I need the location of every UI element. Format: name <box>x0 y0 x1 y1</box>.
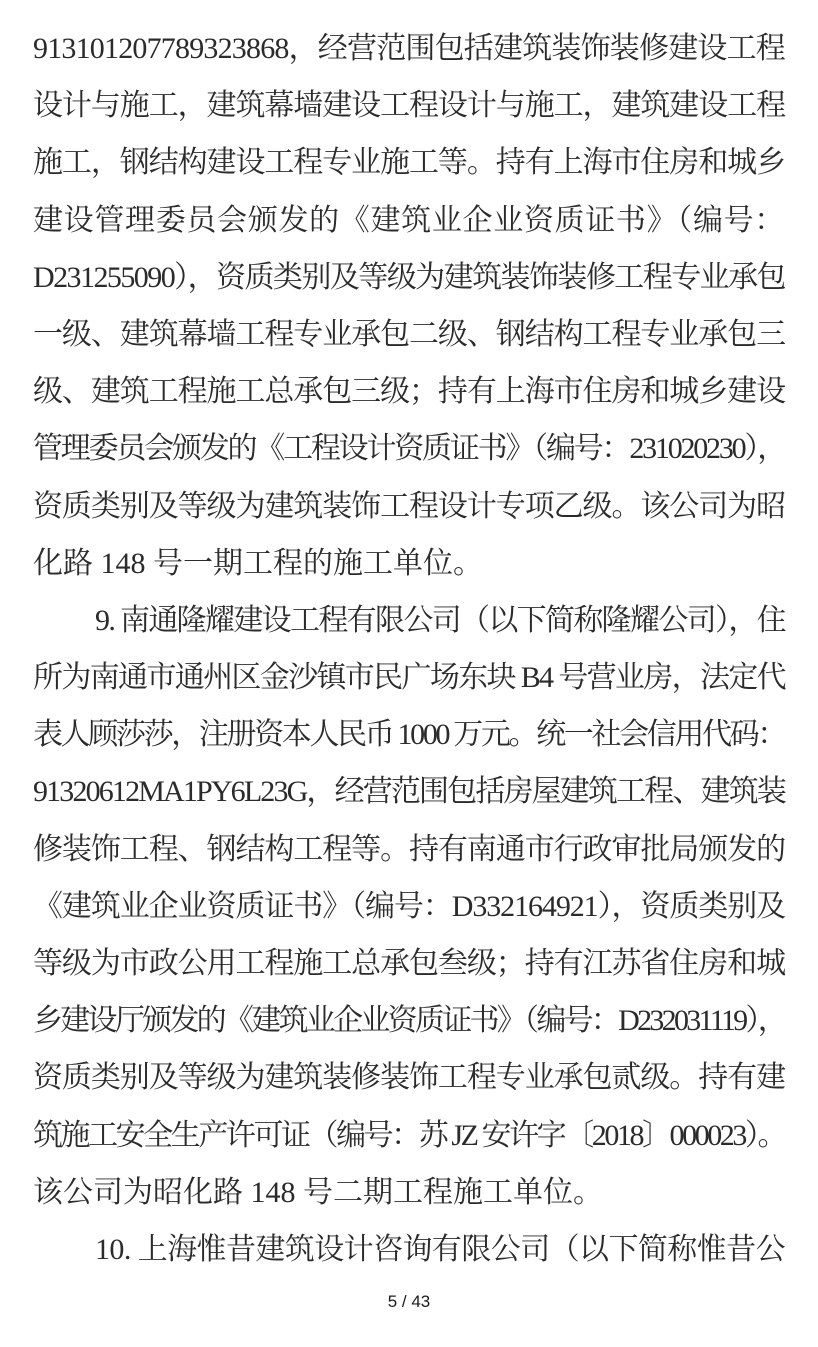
text-line-content: 施工，钢结构建设工程专业施工等。持有上海市住房和城乡 <box>33 146 785 180</box>
text-line <box>33 20 785 77</box>
text-line-content: 筑施工安全生产许可证（编号：苏 JZ 安许字〔2018〕000023）。 <box>33 1118 785 1152</box>
text-line <box>33 478 785 535</box>
text-line <box>33 1107 785 1164</box>
text-line-content: 该公司为昭化路 148 号二期工程施工单位。 <box>33 1175 603 1209</box>
text-line <box>33 1049 785 1106</box>
text-line <box>33 878 785 935</box>
text-line-content: 管理委员会颁发的《工程设计资质证书》（编号：231020230）， <box>33 432 785 466</box>
text-line-content: 所为南通市通州区金沙镇市民广场东块 B4 号营业房，法定代 <box>33 661 785 695</box>
text-line-content: 《建筑业企业资质证书》（编号：D332164921），资质类别及 <box>33 889 785 923</box>
text-line-content: 等级为市政公用工程施工总承包叁级；持有江苏省住房和城 <box>33 947 785 980</box>
document-body <box>33 20 785 1278</box>
text-line <box>33 306 785 363</box>
text-line-content: 设计与施工，建筑幕墙建设工程设计与施工，建筑建设工程 <box>33 89 785 123</box>
text-line <box>33 77 785 134</box>
text-line-content: 91320612MA1PY6L23G，经营范围包括房屋建筑工程、建筑装 <box>33 775 785 809</box>
text-line-content: 一级、建筑幕墙工程专业承包二级、钢结构工程专业承包三 <box>33 317 785 351</box>
text-line <box>33 649 785 706</box>
text-line-content: D231255090），资质类别及等级为建筑装饰装修工程专业承包 <box>33 260 785 294</box>
text-line <box>33 249 785 306</box>
text-line <box>33 420 785 477</box>
text-line-content: 资质类别及等级为建筑装饰工程设计专项乙级。该公司为昭 <box>33 489 785 523</box>
text-line-content: 乡建设厅颁发的《建筑业企业资质证书》（编号：D232031119）， <box>33 1004 785 1038</box>
text-line <box>33 992 785 1049</box>
text-line-content: 修装饰工程、钢结构工程等。持有南通市行政审批局颁发的 <box>33 832 785 866</box>
text-line-content: 913101207789323868，经营范围包括建筑装饰装修建设工程 <box>33 32 785 65</box>
text-line-content: 级、建筑工程施工总承包三级；持有上海市住房和城乡建设 <box>33 375 785 409</box>
text-line <box>33 1221 785 1278</box>
text-line <box>33 821 785 878</box>
text-line-content: 资质类别及等级为建筑装修装饰工程专业承包贰级。持有建 <box>33 1061 785 1095</box>
text-line <box>33 763 785 820</box>
text-line-content: 9. 南通隆耀建设工程有限公司（以下简称隆耀公司），住 <box>95 603 785 637</box>
text-line <box>33 535 785 592</box>
text-line <box>33 935 785 992</box>
text-line <box>33 134 785 191</box>
text-line-content: 10. 上海惟昔建筑设计咨询有限公司（以下简称惟昔公 <box>95 1232 785 1266</box>
text-line <box>33 1164 785 1221</box>
text-line <box>33 592 785 649</box>
text-line <box>33 192 785 249</box>
text-line-content: 化路 148 号一期工程的施工单位。 <box>33 546 483 580</box>
page-number: 5 / 43 <box>387 1292 431 1311</box>
text-line-content: 建设管理委员会颁发的《建筑业企业资质证书》（编号： <box>33 203 785 237</box>
text-line <box>33 363 785 420</box>
text-line <box>33 706 785 763</box>
text-line-content: 表人顾莎莎，注册资本人民币 1000 万元。统一社会信用代码： <box>33 718 785 752</box>
